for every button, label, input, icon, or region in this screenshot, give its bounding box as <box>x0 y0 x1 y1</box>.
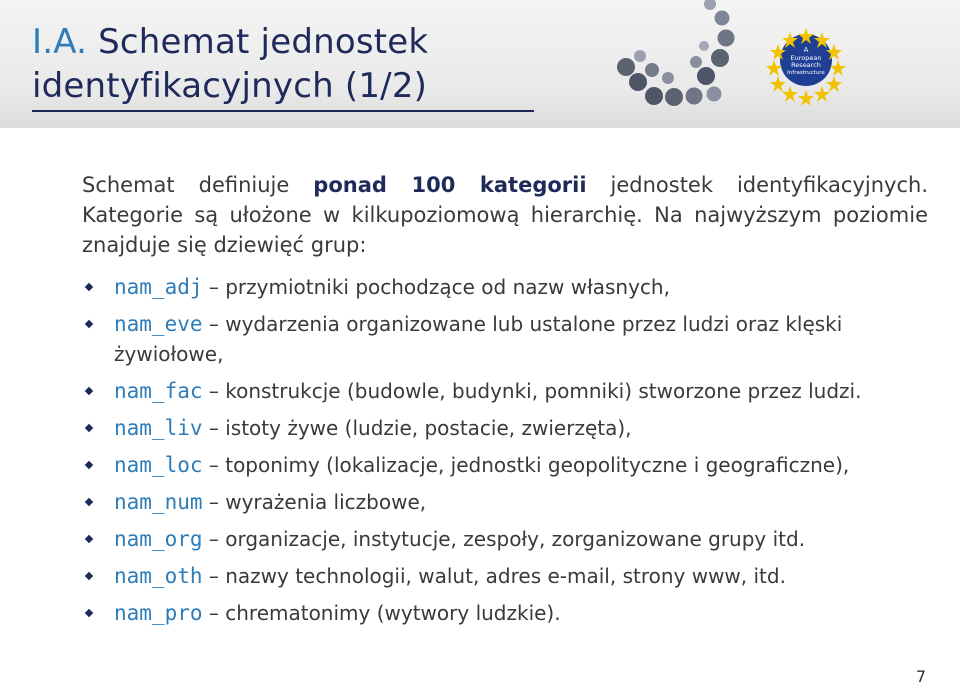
category-desc: – wydarzenia organizowane lub ustalone przez ludzi oraz klęski żywiołowe, <box>114 312 843 366</box>
title-text: Schemat jednostek identyfikacyjnych (1/2) <box>32 22 429 106</box>
bullet-icon <box>85 572 93 580</box>
category-desc: – toponimy (lokalizacje, jednostki geopolityczne i geograficzne), <box>208 453 850 477</box>
bullet-icon <box>85 424 93 432</box>
title-number: I.A. <box>32 22 88 62</box>
bullet-icon <box>85 461 93 469</box>
intro-before: Schemat definiuje <box>82 173 290 197</box>
research-infrastructure-logo <box>596 0 960 128</box>
category-code: nam_oth <box>114 564 203 588</box>
list-item <box>82 309 942 369</box>
intro-strong: ponad 100 kategorii <box>313 173 587 197</box>
category-desc: – wyrażenia liczbowe, <box>208 490 427 514</box>
bullet-icon <box>85 320 93 328</box>
category-desc: – chrematonimy (wytwory ludzkie). <box>208 601 561 625</box>
list-item <box>82 376 942 406</box>
slide-header <box>0 0 960 128</box>
bullet-icon <box>85 283 93 291</box>
category-list <box>82 272 942 628</box>
logo-text-line-3: Research <box>791 61 821 69</box>
slide-title <box>32 20 552 108</box>
dots-arc-icon <box>617 0 735 106</box>
category-code: nam_liv <box>114 416 203 440</box>
category-code: nam_adj <box>114 275 203 299</box>
eu-stars-emblem-icon <box>766 28 846 106</box>
list-item <box>82 598 942 628</box>
logo-text-line-1: A <box>803 46 809 54</box>
category-desc: – istoty żywe (ludzie, postacie, zwierzęta), <box>208 416 632 440</box>
category-code: nam_pro <box>114 601 203 625</box>
list-item <box>82 487 942 517</box>
list-item <box>82 272 942 302</box>
list-item <box>82 413 942 443</box>
bullet-icon <box>85 535 93 543</box>
intro-paragraph <box>82 170 928 260</box>
intro-after: jednostek identyfikacyjnych. Kategorie są ułożone w kilkupoziomową hierarchię. Na najwyższym poziomie znajduje się dziewięć grup: <box>82 173 928 257</box>
category-desc: – przymiotniki pochodzące od nazw własnych, <box>208 275 670 299</box>
category-code: nam_org <box>114 527 203 551</box>
list-item <box>82 524 942 554</box>
logo-text-line-2: European <box>790 54 822 62</box>
category-desc: – organizacje, instytucje, zespoły, zorganizowane grupy itd. <box>208 527 806 551</box>
category-code: nam_loc <box>114 453 203 477</box>
bullet-icon <box>85 609 93 617</box>
bullet-icon <box>85 498 93 506</box>
category-desc: – konstrukcje (budowle, budynki, pomniki) stworzone przez ludzi. <box>208 379 862 403</box>
logo-text-line-4: Infrastructure <box>787 70 825 76</box>
list-item <box>82 561 942 591</box>
title-underline <box>32 110 534 112</box>
category-code: nam_eve <box>114 312 203 336</box>
page-number: 7 <box>915 667 926 686</box>
category-code: nam_num <box>114 490 203 514</box>
category-code: nam_fac <box>114 379 203 403</box>
bullet-icon <box>85 387 93 395</box>
list-item <box>82 450 942 480</box>
category-desc: – nazwy technologii, walut, adres e-mail, strony www, itd. <box>208 564 786 588</box>
